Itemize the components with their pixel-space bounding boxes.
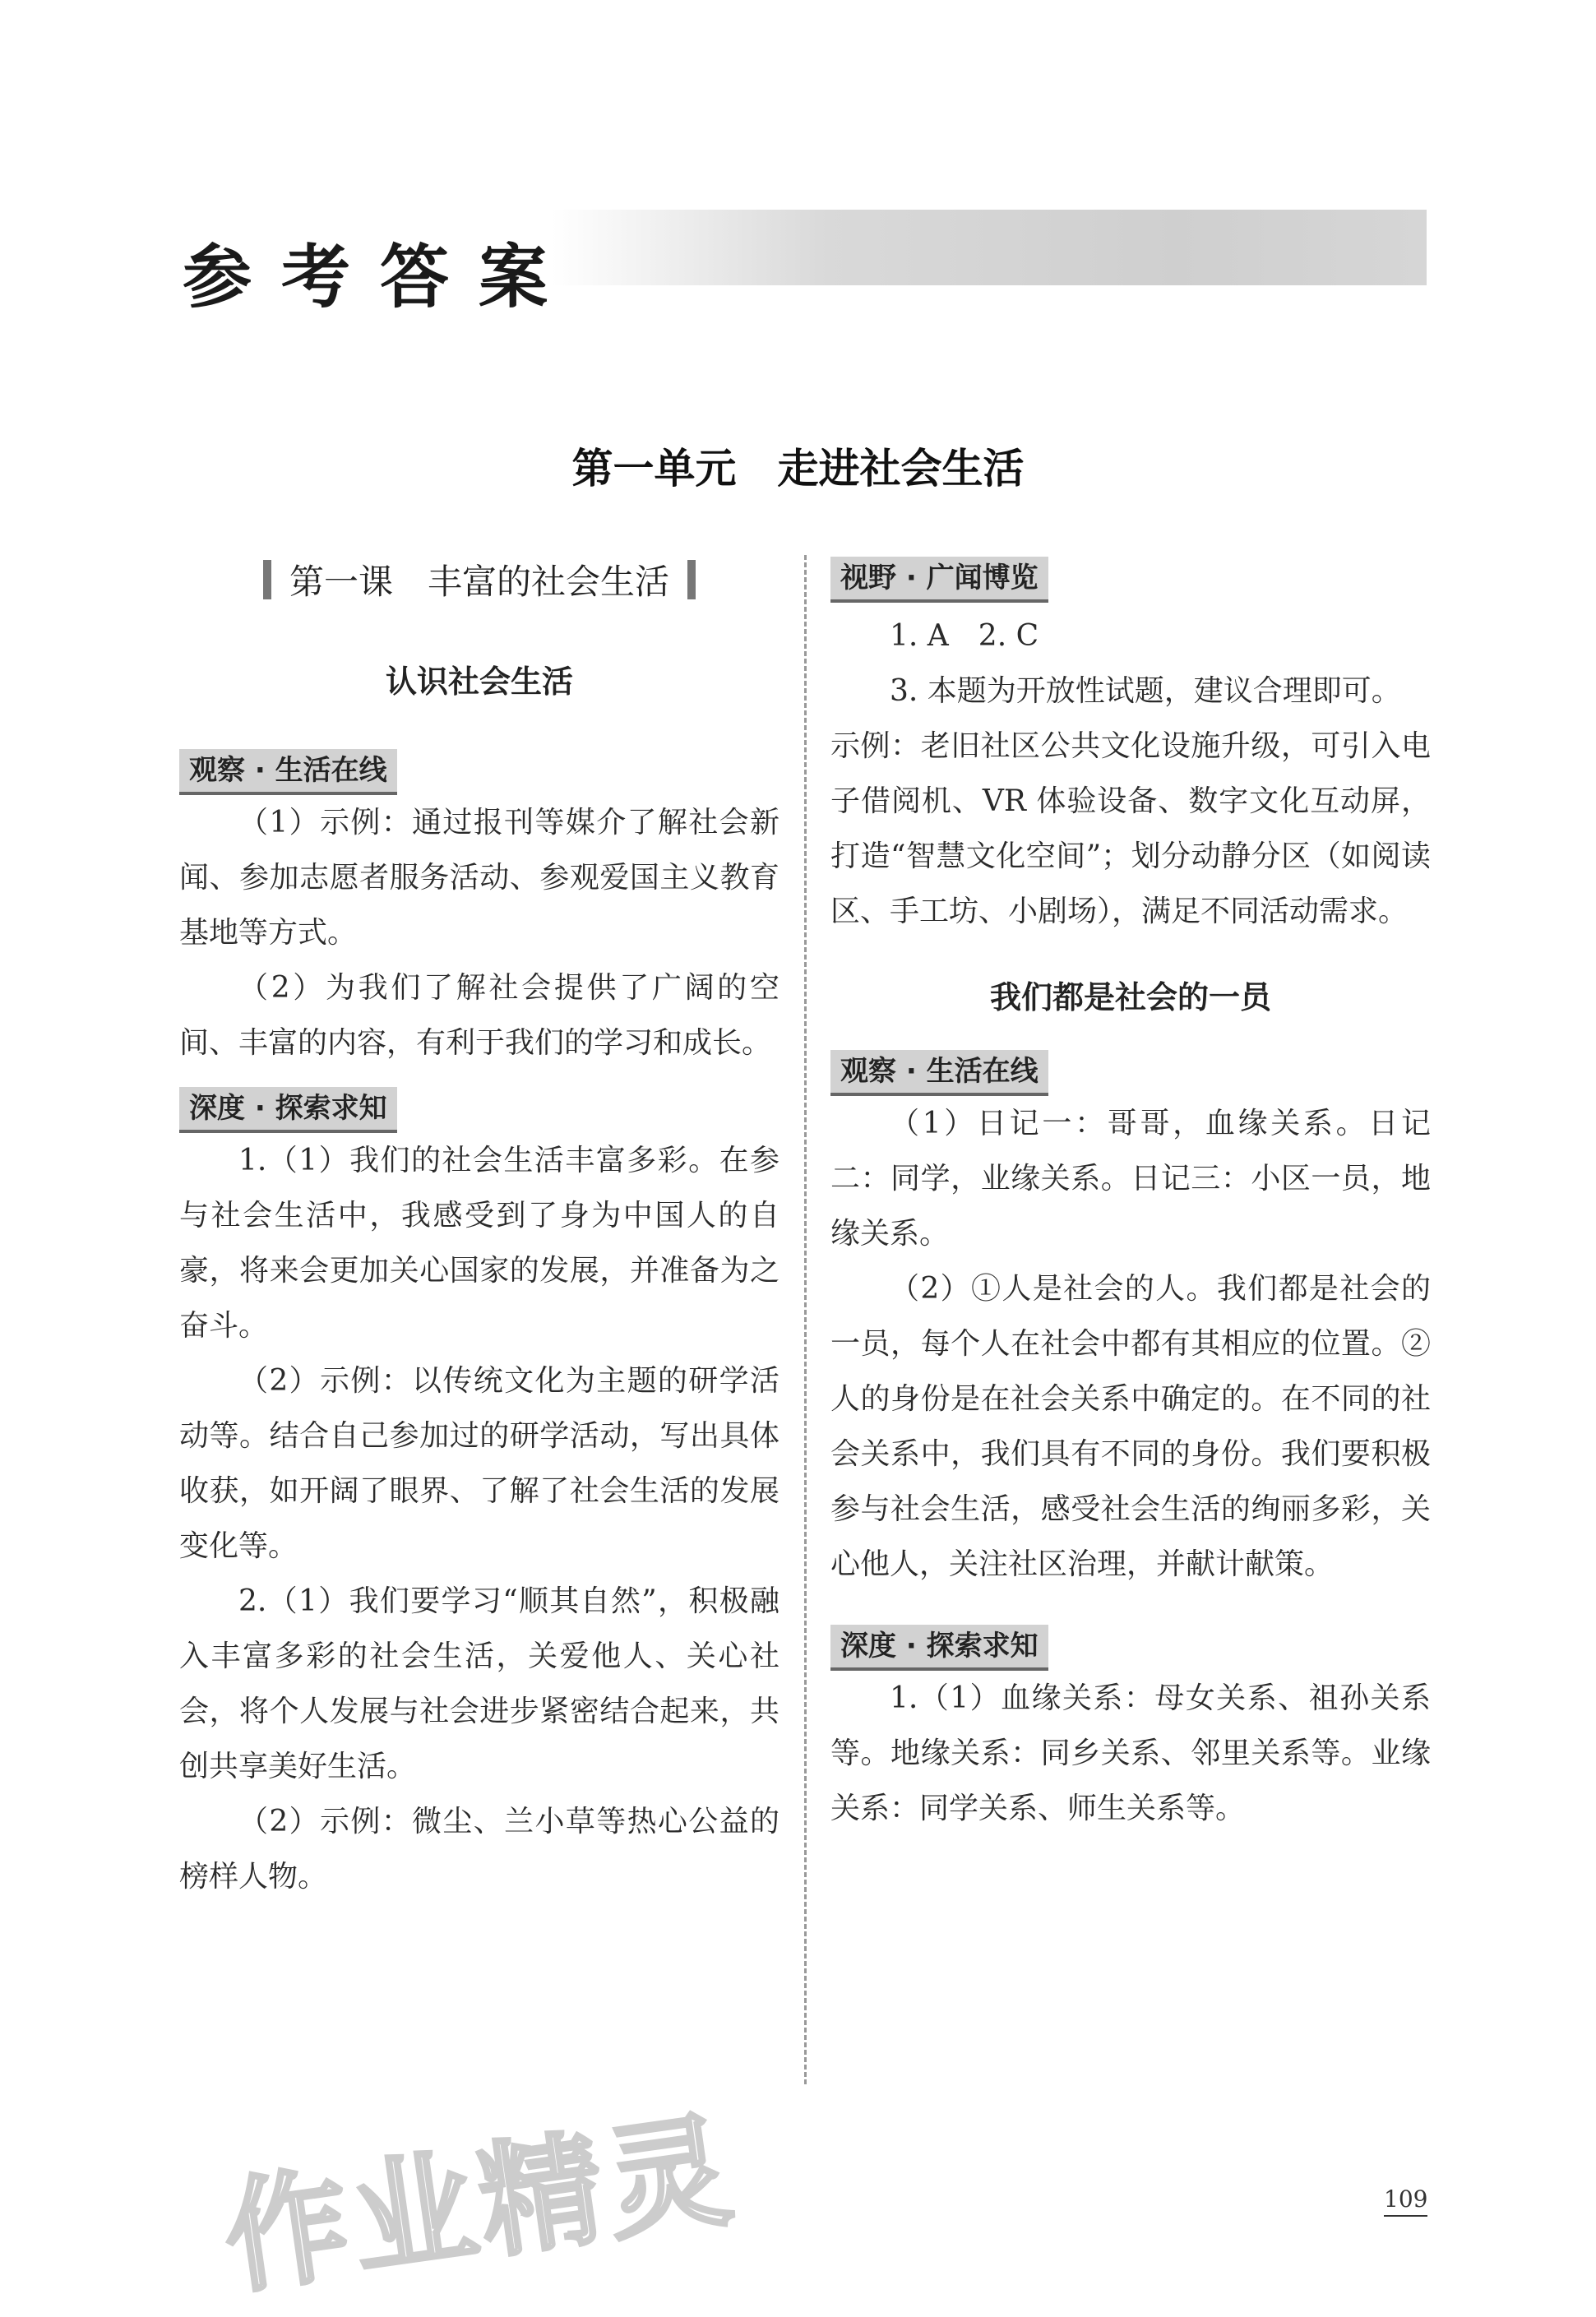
tag-observe-life: 观察 · 生活在线 [830,1050,1048,1096]
section-title-understanding-society: 认识社会生活 [385,663,573,700]
tag-observe-life: 观察 · 生活在线 [179,749,397,795]
answer-paragraph: 3. 本题为开放性试题，建议合理即可。 [890,674,1401,708]
answer-paragraph: 1.（1）我们的社会生活丰富多彩。在参与社会生活中，我感受到了身为中国人的自豪，将来会更加关心国家的发展，并准备为之奋斗。 [179,1144,779,1343]
tag-explore-knowledge: 深度 · 探索求知 [179,1087,397,1133]
lesson-title-bar-right [687,560,696,599]
answer-paragraph: 示例：老旧社区公共文化设施升级，可引入电子借阅机、VR 体验设备、数字文化互动屏，打造“智慧文化空间”；划分动静分区（如阅读区、手工坊、小剧场），满足不同活动需求。 [830,729,1431,928]
answer-paragraph: （2）示例：以传统文化为主题的研学活动等。结合自己参加过的研学活动，写出具体收获，如开阔了眼界、了解了社会生活的发展变化等。 [179,1364,779,1563]
tag-explore-knowledge: 深度 · 探索求知 [830,1625,1048,1671]
page-number: 109 [1384,2185,1427,2217]
section-title-member-of-society: 我们都是社会的一员 [989,978,1271,1015]
unit-title: 第一单元 走进社会生活 [571,444,1025,493]
left-column [179,551,779,1904]
answer-paragraph: （2）示例：微尘、兰小草等热心公益的榜样人物。 [179,1805,779,1894]
lesson-title-bar-left [263,560,271,599]
watermark-logo [212,2070,745,2317]
column-divider [804,555,807,2084]
lesson-title [179,551,779,608]
page-title: 参考答案 [183,237,578,317]
answer-paragraph: （1）日记一：哥哥，血缘关系。日记二：同学，业缘关系。日记三：小区一员，地缘关系。 [830,1107,1431,1251]
answer-paragraph: （2）①人是社会的人。我们都是社会的一员，每个人在社会中都有其相应的位置。②人的身份是在社会关系中确定的。在不同的社会关系中，我们具有不同的身份。我们要积极参与社会生活，感受社会生活的绚丽多彩，关心他人，关注社区治理，并献计献策。 [830,1272,1431,1581]
watermark-text: 作业精灵 [215,2098,745,2312]
answer-paragraph: （2）为我们了解社会提供了广阔的空间、丰富的内容，有利于我们的学习和成长。 [179,971,779,1060]
answer-paragraph: 2.（1）我们要学习“顺其自然”，积极融入丰富多彩的社会生活，关爱他人、关心社会，将个人发展与社会进步紧密结合起来，共创共享美好生活。 [179,1584,779,1783]
lesson-title-text: 第一课 丰富的社会生活 [289,562,669,602]
answer-paragraph: 1. A 2. C [890,619,1039,653]
tag-broad-view: 视野 · 广闻博览 [830,557,1048,603]
right-column [830,551,1431,1836]
answer-paragraph: （1）示例：通过报刊等媒介了解社会新闻、参加志愿者服务活动、参观爱国主义教育基地等方式。 [179,806,779,950]
answer-paragraph: 1.（1）血缘关系：母女关系、祖孙关系等。地缘关系：同乡关系、邻里关系等。业缘关系：同学关系、师生关系等。 [830,1681,1431,1825]
